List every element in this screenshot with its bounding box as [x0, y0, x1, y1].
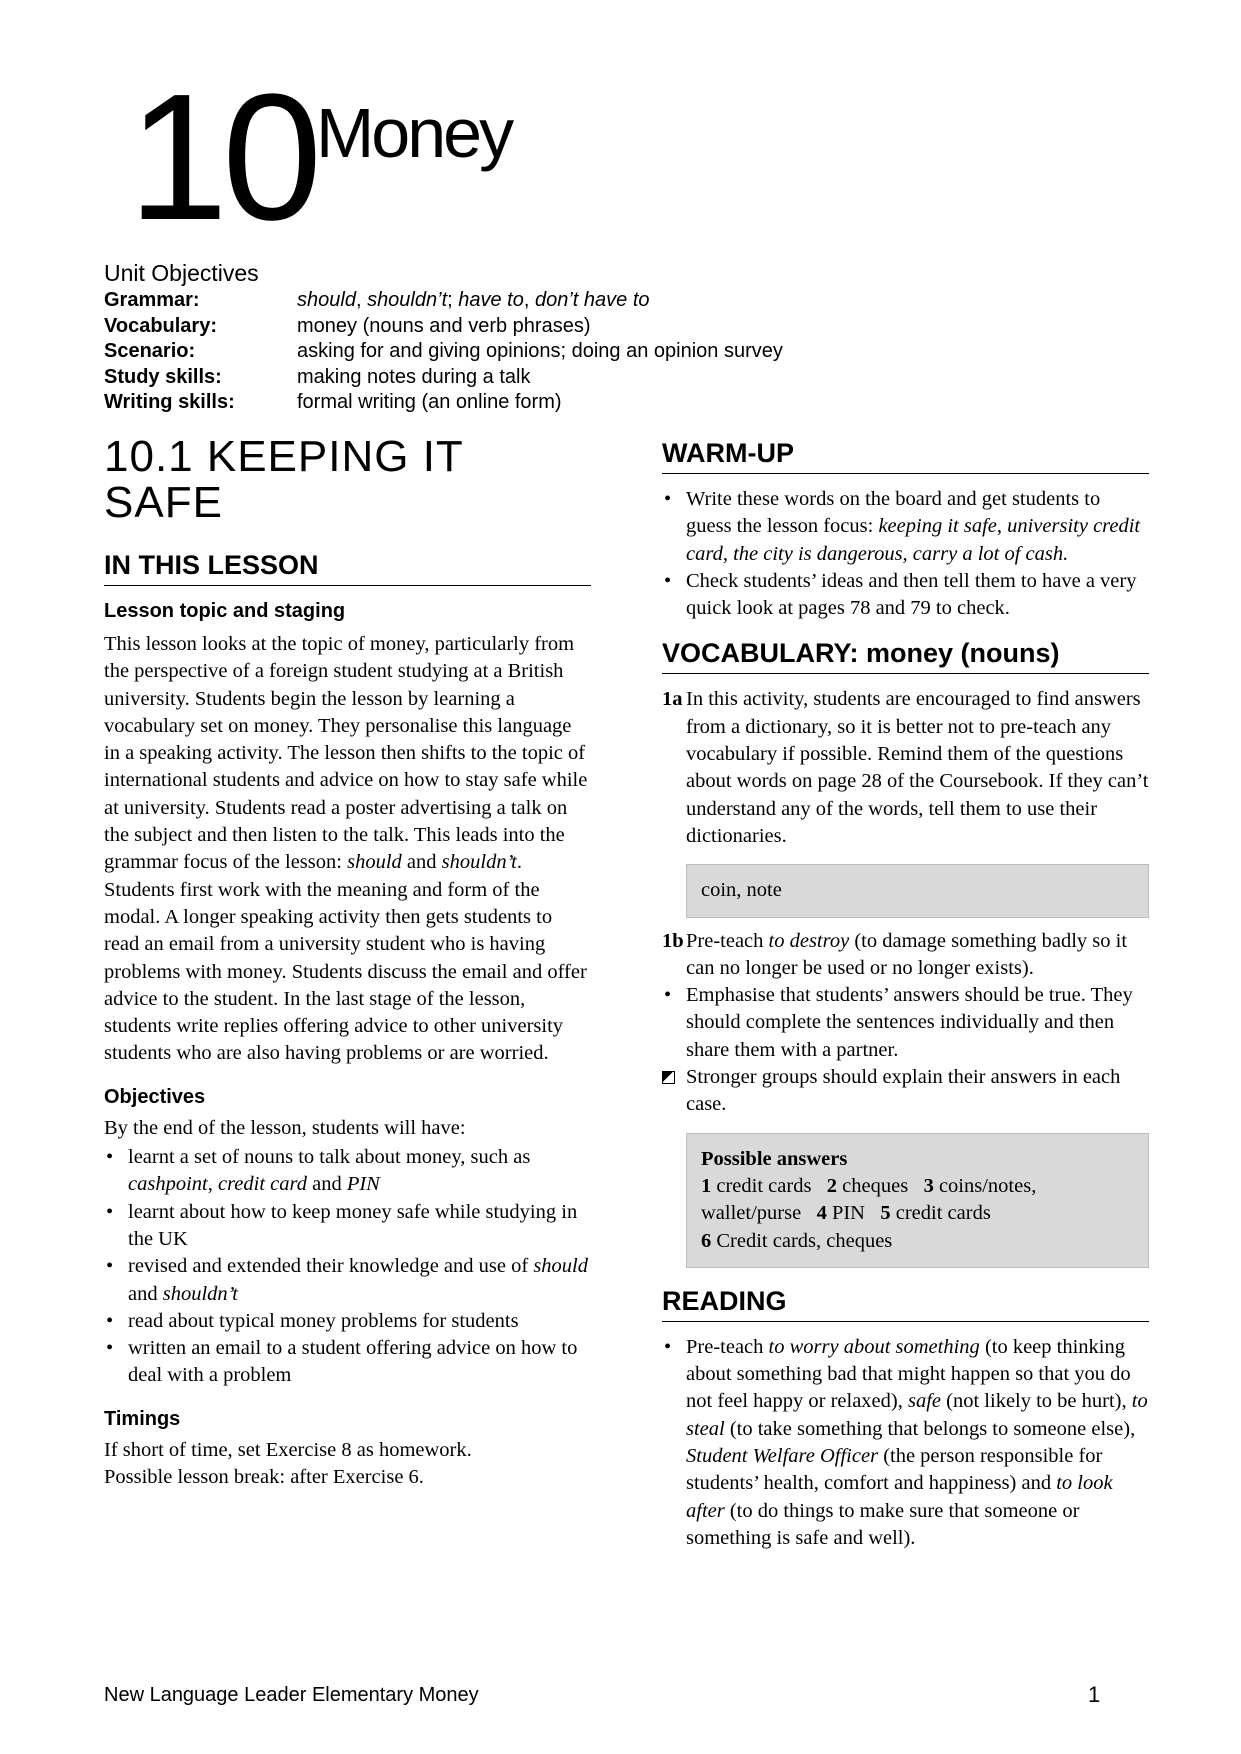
unit-objectives-heading: Unit Objectives: [104, 260, 259, 286]
unit-title: Money: [316, 94, 512, 172]
footer-title: New Language Leader Elementary Money: [104, 1684, 479, 1706]
objective-value: asking for and giving opinions; doing an opinion survey: [297, 340, 783, 362]
left-column: [104, 434, 591, 1491]
possible-answers-box: [686, 1133, 1149, 1268]
objective-label: Scenario:: [104, 340, 196, 362]
unit-objectives: [104, 258, 824, 416]
in-this-lesson-heading: IN THIS LESSON: [104, 550, 591, 586]
unit-number: 10: [128, 57, 317, 258]
possible-answers-heading: Possible answers: [701, 1147, 848, 1170]
objectives-list: [104, 1144, 591, 1390]
objective-label: Grammar:: [104, 289, 200, 311]
objective-value: formal writing (an online form): [297, 391, 562, 413]
list-item: • Check students’ ideas and then tell them to have a very quick look at pages 78 and 79 to check.: [664, 569, 1137, 620]
objectives-heading: Objectives: [104, 1085, 206, 1108]
objectives-intro: By the end of the lesson, students will have:: [104, 1116, 466, 1139]
objective-value: making notes during a talk: [297, 365, 531, 388]
list-item: • learnt about how to keep money safe while studying in the UK: [106, 1200, 578, 1250]
objective-label: Study skills:: [104, 365, 222, 388]
reading-heading: READING: [662, 1286, 1149, 1322]
objective-value: should, shouldn’t; have to, don’t have to: [297, 289, 650, 311]
objective-value: money (nouns and verb phrases): [297, 314, 591, 337]
list-item: • learnt a set of nouns to talk about money, such as cashpoint, credit card and PIN: [106, 1146, 531, 1196]
answer-box: coin, note: [686, 864, 1149, 917]
objective-label: Writing skills:: [104, 391, 235, 413]
right-column: [662, 438, 1149, 1552]
list-item: • read about typical money problems for students: [106, 1309, 519, 1332]
exercise-number: 1a: [662, 688, 683, 711]
list-item: Stronger groups should explain their answers in each case.: [662, 1064, 1149, 1119]
lesson-title: 10.1 KEEPING IT SAFE: [104, 432, 464, 527]
exercise-1a: 1a In this activity, students are encouraged to find answers from a dictionary, so it is better not to pre-teach any vocabulary if possible. Remind them of the questions about words on page 28 of the Coursebook. If they can’t understand any of the words, tell them to use their dictionaries.: [662, 688, 1149, 847]
topic-heading: Lesson topic and staging: [104, 600, 346, 622]
exercise-1b: 1b Pre-teach to destroy (to damage something badly so it can no longer be used or no longer exists).: [662, 929, 1128, 979]
list-item: • revised and extended their knowledge and use of should and shouldn’t: [106, 1255, 588, 1305]
vocabulary-heading: VOCABULARY: money (nouns): [662, 638, 1149, 674]
exercise-1b-notes: [662, 982, 1149, 1118]
list-item: • Write these words on the board and get students to guess the lesson focus: keeping it safe, university credit card, the city is dangerous, carry a lot of cash.: [664, 488, 1141, 565]
timings-text: If short of time, set Exercise 8 as homework. Possible lesson break: after Exercise 6.: [104, 1438, 472, 1489]
list-item: • Pre-teach to worry about something (to keep thinking about something bad that might happen so that you do not feel happy or relaxed), safe (not likely to be hurt), to steal (to take something that belongs to someone else), Student Welfare Officer (the person responsible for students’ health, comfort and happiness) and to look after (to do things to make sure that someone or something is safe and well).: [664, 1335, 1148, 1549]
objective-vocabulary: [104, 314, 824, 340]
objective-label: Vocabulary:: [104, 314, 217, 337]
objective-scenario: [104, 339, 824, 365]
warmup-list: [662, 486, 1149, 622]
objective-grammar: [104, 288, 824, 314]
exercise-number: 1b: [662, 929, 684, 952]
warmup-heading: WARM-UP: [662, 438, 1149, 474]
topic-paragraph: This lesson looks at the topic of money, particularly from the perspective of a foreign student studying at a British university. Students begin the lesson by learning a vocabulary set on money. They personalise this language in a speaking activity. The lesson then shifts to the topic of international students and advice on how to stay safe while at university. Students read a poster advertising a talk on the subject and then listen to the talk. This leads into the grammar focus of the lesson: should and shouldn’t. Students first work with the meaning and form of the modal. A longer speaking activity then gets students to read an email from a university student who is having problems with money. Students discuss the email and offer advice to the student. In the last stage of the lesson, students write replies offering advice to other university students who are also having problems or are worried.: [104, 633, 588, 1065]
objective-study-skills: [104, 365, 824, 391]
reading-list: [662, 1334, 1149, 1552]
list-item: • written an email to a student offering advice on how to deal with a problem: [106, 1337, 578, 1387]
list-item: • Emphasise that students’ answers should be true. They should complete the sentences individually and then share them with a partner.: [664, 984, 1133, 1061]
stronger-groups-icon: [662, 1071, 675, 1084]
objective-writing-skills: [104, 390, 824, 416]
timings-heading: Timings: [104, 1407, 181, 1430]
page-number: 1: [1088, 1682, 1101, 1707]
possible-answers: 1 credit cards 2 cheques 3 coins/notes, wallet/purse 4 PIN 5 credit cards 6 Credit cards, cheques: [701, 1174, 1037, 1252]
